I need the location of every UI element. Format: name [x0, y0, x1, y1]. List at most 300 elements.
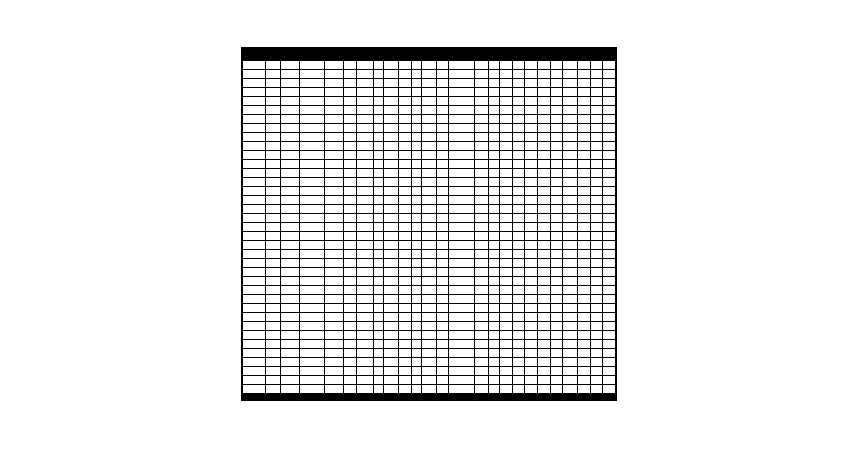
table-cell: [266, 106, 281, 115]
table-cell: [299, 340, 324, 349]
table-cell: [500, 304, 513, 313]
table-cell: [512, 340, 525, 349]
table-cell: [577, 160, 590, 169]
table-cell: [474, 250, 489, 259]
table-cell: [266, 97, 281, 106]
table-cell: [422, 331, 437, 340]
table-cell: [603, 331, 616, 340]
table-cell: [563, 61, 578, 70]
table-cell: [373, 385, 384, 394]
table-cell: [577, 259, 590, 268]
table-cell: [356, 232, 373, 241]
table-cell: [525, 178, 538, 187]
table-cell: [344, 385, 357, 394]
table-cell: [500, 61, 513, 70]
table-cell: [436, 70, 449, 79]
column-header: [411, 49, 422, 61]
table-cell: [344, 223, 357, 232]
table-cell: [266, 160, 281, 169]
table-row: [243, 286, 616, 295]
table-cell: [577, 331, 590, 340]
table-cell: [537, 61, 550, 70]
table-row: [243, 61, 616, 70]
table-cell: [373, 358, 384, 367]
table-cell: [398, 313, 411, 322]
table-cell: [590, 313, 603, 322]
table-cell: [577, 88, 590, 97]
table-cell: [356, 142, 373, 151]
table-cell: [356, 340, 373, 349]
table-cell: [373, 187, 384, 196]
table-cell: [398, 115, 411, 124]
table-cell: [525, 232, 538, 241]
table-cell: [525, 286, 538, 295]
table-cell: [411, 358, 422, 367]
table-cell: [422, 160, 437, 169]
table-cell: [411, 70, 422, 79]
table-cell: [577, 79, 590, 88]
table-cell: [603, 160, 616, 169]
table-cell: [603, 376, 616, 385]
table-cell: [325, 205, 344, 214]
table-cell: [590, 331, 603, 340]
table-cell: [449, 214, 474, 223]
table-cell: [344, 124, 357, 133]
table-cell: [436, 376, 449, 385]
table-cell: [325, 169, 344, 178]
table-cell: [356, 88, 373, 97]
table-cell: [525, 160, 538, 169]
table-cell: [577, 349, 590, 358]
table-row: [243, 313, 616, 322]
table-cell: [384, 232, 399, 241]
column-header: [373, 49, 384, 61]
table-cell: [603, 313, 616, 322]
table-cell: [474, 205, 489, 214]
table-cell: [266, 169, 281, 178]
table-cell: [299, 322, 324, 331]
table-cell: [280, 340, 299, 349]
table-cell: [603, 286, 616, 295]
table-cell: [563, 187, 578, 196]
table-cell: [266, 88, 281, 97]
table-cell: [384, 358, 399, 367]
table-cell: [474, 385, 489, 394]
table-cell: [436, 79, 449, 88]
table-cell: [603, 106, 616, 115]
column-header: [525, 49, 538, 61]
table-row: [243, 70, 616, 79]
table-cell: [449, 376, 474, 385]
table-cell: [563, 133, 578, 142]
table-cell: [325, 97, 344, 106]
table-cell: [500, 385, 513, 394]
table-cell: [525, 88, 538, 97]
table-cell: [436, 358, 449, 367]
table-cell: [474, 241, 489, 250]
table-cell: [550, 196, 563, 205]
table-cell: [411, 268, 422, 277]
table-cell: [474, 151, 489, 160]
table-cell: [344, 97, 357, 106]
table-cell: [603, 304, 616, 313]
table-row: [243, 367, 616, 376]
table-cell: [525, 241, 538, 250]
table-cell: [266, 115, 281, 124]
table-cell: [325, 259, 344, 268]
table-cell: [603, 196, 616, 205]
table-cell: [243, 331, 266, 340]
table-cell: [449, 142, 474, 151]
table-cell: [563, 304, 578, 313]
table-cell: [411, 169, 422, 178]
table-cell: [537, 187, 550, 196]
table-cell: [266, 304, 281, 313]
table-cell: [550, 151, 563, 160]
table-cell: [373, 349, 384, 358]
table-cell: [373, 367, 384, 376]
table-cell: [325, 124, 344, 133]
table-cell: [449, 61, 474, 70]
table-cell: [266, 133, 281, 142]
table-cell: [525, 97, 538, 106]
table-cell: [280, 358, 299, 367]
table-cell: [325, 223, 344, 232]
table-cell: [590, 97, 603, 106]
table-cell: [344, 277, 357, 286]
table-cell: [603, 133, 616, 142]
table-cell: [436, 295, 449, 304]
table-cell: [356, 313, 373, 322]
table-cell: [603, 169, 616, 178]
table-cell: [577, 106, 590, 115]
table-cell: [537, 124, 550, 133]
table-cell: [344, 187, 357, 196]
table-cell: [512, 259, 525, 268]
table-cell: [280, 313, 299, 322]
table-cell: [344, 250, 357, 259]
table-cell: [356, 97, 373, 106]
table-cell: [577, 61, 590, 70]
table-cell: [411, 115, 422, 124]
table-cell: [512, 322, 525, 331]
table-cell: [398, 322, 411, 331]
table-cell: [550, 268, 563, 277]
table-cell: [449, 349, 474, 358]
table-row: [243, 223, 616, 232]
table-cell: [603, 295, 616, 304]
table-cell: [356, 277, 373, 286]
table-cell: [500, 205, 513, 214]
table-cell: [243, 88, 266, 97]
table-cell: [537, 196, 550, 205]
table-cell: [373, 205, 384, 214]
table-cell: [512, 160, 525, 169]
table-cell: [356, 295, 373, 304]
table-cell: [436, 349, 449, 358]
table-cell: [422, 304, 437, 313]
table-cell: [411, 385, 422, 394]
table-cell: [325, 295, 344, 304]
table-cell: [550, 70, 563, 79]
table-cell: [537, 268, 550, 277]
table-cell: [512, 97, 525, 106]
table-cell: [243, 223, 266, 232]
table-cell: [525, 214, 538, 223]
table-cell: [449, 232, 474, 241]
table-cell: [280, 277, 299, 286]
table-cell: [398, 142, 411, 151]
table-cell: [590, 70, 603, 79]
table-cell: [398, 106, 411, 115]
table-cell: [243, 295, 266, 304]
table-cell: [422, 322, 437, 331]
table-cell: [398, 70, 411, 79]
table-cell: [550, 277, 563, 286]
table-cell: [422, 376, 437, 385]
table-cell: [563, 70, 578, 79]
table-cell: [590, 232, 603, 241]
table-cell: [398, 250, 411, 259]
table-cell: [474, 70, 489, 79]
table-cell: [489, 358, 500, 367]
table-cell: [436, 151, 449, 160]
table-cell: [550, 241, 563, 250]
table-cell: [500, 70, 513, 79]
table-cell: [411, 376, 422, 385]
table-cell: [563, 214, 578, 223]
table-cell: [489, 277, 500, 286]
table-cell: [356, 169, 373, 178]
table-cell: [550, 61, 563, 70]
table-cell: [577, 268, 590, 277]
table-cell: [398, 349, 411, 358]
table-cell: [344, 178, 357, 187]
table-cell: [356, 376, 373, 385]
table-cell: [356, 196, 373, 205]
table-cell: [550, 115, 563, 124]
table-cell: [512, 241, 525, 250]
table-cell: [280, 304, 299, 313]
table-cell: [373, 250, 384, 259]
table-cell: [344, 205, 357, 214]
table-cell: [590, 367, 603, 376]
table-cell: [590, 286, 603, 295]
table-cell: [266, 349, 281, 358]
table-cell: [474, 160, 489, 169]
table-cell: [500, 268, 513, 277]
table-cell: [356, 349, 373, 358]
table-cell: [603, 205, 616, 214]
table-cell: [299, 304, 324, 313]
table-cell: [299, 115, 324, 124]
table-cell: [373, 151, 384, 160]
table-cell: [436, 205, 449, 214]
table-cell: [373, 295, 384, 304]
table-row: [243, 97, 616, 106]
table-cell: [356, 241, 373, 250]
table-cell: [603, 115, 616, 124]
table-cell: [537, 232, 550, 241]
table-cell: [344, 376, 357, 385]
table-cell: [344, 322, 357, 331]
table-cell: [525, 367, 538, 376]
table-cell: [299, 385, 324, 394]
table-cell: [384, 142, 399, 151]
table-cell: [537, 169, 550, 178]
table-cell: [474, 223, 489, 232]
table-cell: [299, 178, 324, 187]
table-cell: [384, 331, 399, 340]
table-cell: [590, 187, 603, 196]
table-cell: [411, 340, 422, 349]
table-cell: [411, 133, 422, 142]
table-cell: [489, 241, 500, 250]
table-cell: [243, 169, 266, 178]
table-cell: [384, 268, 399, 277]
table-cell: [266, 376, 281, 385]
table-cell: [398, 124, 411, 133]
table-cell: [512, 115, 525, 124]
table-cell: [590, 88, 603, 97]
table-cell: [373, 196, 384, 205]
table-cell: [325, 232, 344, 241]
table-cell: [266, 241, 281, 250]
table-cell: [449, 367, 474, 376]
table-cell: [500, 250, 513, 259]
table-cell: [563, 151, 578, 160]
table-cell: [512, 106, 525, 115]
table-row: [243, 295, 616, 304]
table-cell: [266, 385, 281, 394]
table-cell: [525, 376, 538, 385]
table-cell: [577, 340, 590, 349]
table-cell: [243, 286, 266, 295]
table-cell: [474, 133, 489, 142]
table-cell: [384, 70, 399, 79]
table-cell: [356, 151, 373, 160]
table-cell: [512, 124, 525, 133]
table-cell: [512, 358, 525, 367]
table-cell: [373, 259, 384, 268]
table-cell: [299, 205, 324, 214]
column-header: [384, 49, 399, 61]
table-cell: [325, 241, 344, 250]
table-cell: [243, 61, 266, 70]
table-cell: [411, 250, 422, 259]
table-cell: [563, 250, 578, 259]
table-cell: [436, 232, 449, 241]
table-cell: [280, 97, 299, 106]
table-cell: [243, 322, 266, 331]
table-cell: [299, 70, 324, 79]
table-cell: [384, 385, 399, 394]
table-cell: [449, 106, 474, 115]
table-cell: [266, 331, 281, 340]
table-cell: [266, 223, 281, 232]
table-cell: [577, 214, 590, 223]
table-cell: [525, 196, 538, 205]
table-cell: [563, 124, 578, 133]
table-cell: [325, 115, 344, 124]
table-cell: [422, 259, 437, 268]
table-cell: [373, 124, 384, 133]
table-cell: [411, 322, 422, 331]
table-cell: [356, 70, 373, 79]
table-cell: [603, 322, 616, 331]
table-cell: [356, 133, 373, 142]
table-cell: [563, 97, 578, 106]
table-cell: [325, 349, 344, 358]
table-cell: [603, 241, 616, 250]
table-cell: [449, 304, 474, 313]
table-cell: [500, 223, 513, 232]
table-cell: [266, 142, 281, 151]
table-cell: [280, 223, 299, 232]
table-cell: [512, 151, 525, 160]
table-cell: [525, 385, 538, 394]
table-cell: [550, 178, 563, 187]
table-cell: [436, 142, 449, 151]
table-cell: [603, 277, 616, 286]
table-cell: [537, 376, 550, 385]
table-cell: [398, 160, 411, 169]
table-cell: [525, 115, 538, 124]
table-cell: [243, 277, 266, 286]
table-cell: [489, 268, 500, 277]
table-cell: [500, 88, 513, 97]
table-cell: [563, 322, 578, 331]
table-cell: [411, 367, 422, 376]
table-row: [243, 385, 616, 394]
table-cell: [422, 142, 437, 151]
table-cell: [512, 313, 525, 322]
table-cell: [356, 205, 373, 214]
spreadsheet-table: [241, 47, 617, 401]
table-cell: [474, 376, 489, 385]
table-cell: [356, 223, 373, 232]
table-cell: [449, 115, 474, 124]
table-cell: [411, 151, 422, 160]
table-cell: [449, 187, 474, 196]
table-cell: [537, 160, 550, 169]
table-cell: [489, 133, 500, 142]
table-cell: [398, 205, 411, 214]
table-cell: [299, 97, 324, 106]
table-cell: [422, 268, 437, 277]
table-cell: [280, 259, 299, 268]
table-cell: [356, 367, 373, 376]
table-cell: [266, 322, 281, 331]
table-cell: [489, 97, 500, 106]
table-cell: [590, 340, 603, 349]
table-cell: [590, 268, 603, 277]
table-cell: [436, 169, 449, 178]
table-cell: [422, 232, 437, 241]
table-cell: [411, 142, 422, 151]
table-cell: [243, 349, 266, 358]
table-cell: [449, 295, 474, 304]
table-cell: [512, 133, 525, 142]
table-cell: [563, 205, 578, 214]
table-cell: [280, 70, 299, 79]
table-cell: [603, 259, 616, 268]
table-row: [243, 79, 616, 88]
table-cell: [590, 376, 603, 385]
table-cell: [422, 214, 437, 223]
table-cell: [325, 133, 344, 142]
table-cell: [398, 259, 411, 268]
